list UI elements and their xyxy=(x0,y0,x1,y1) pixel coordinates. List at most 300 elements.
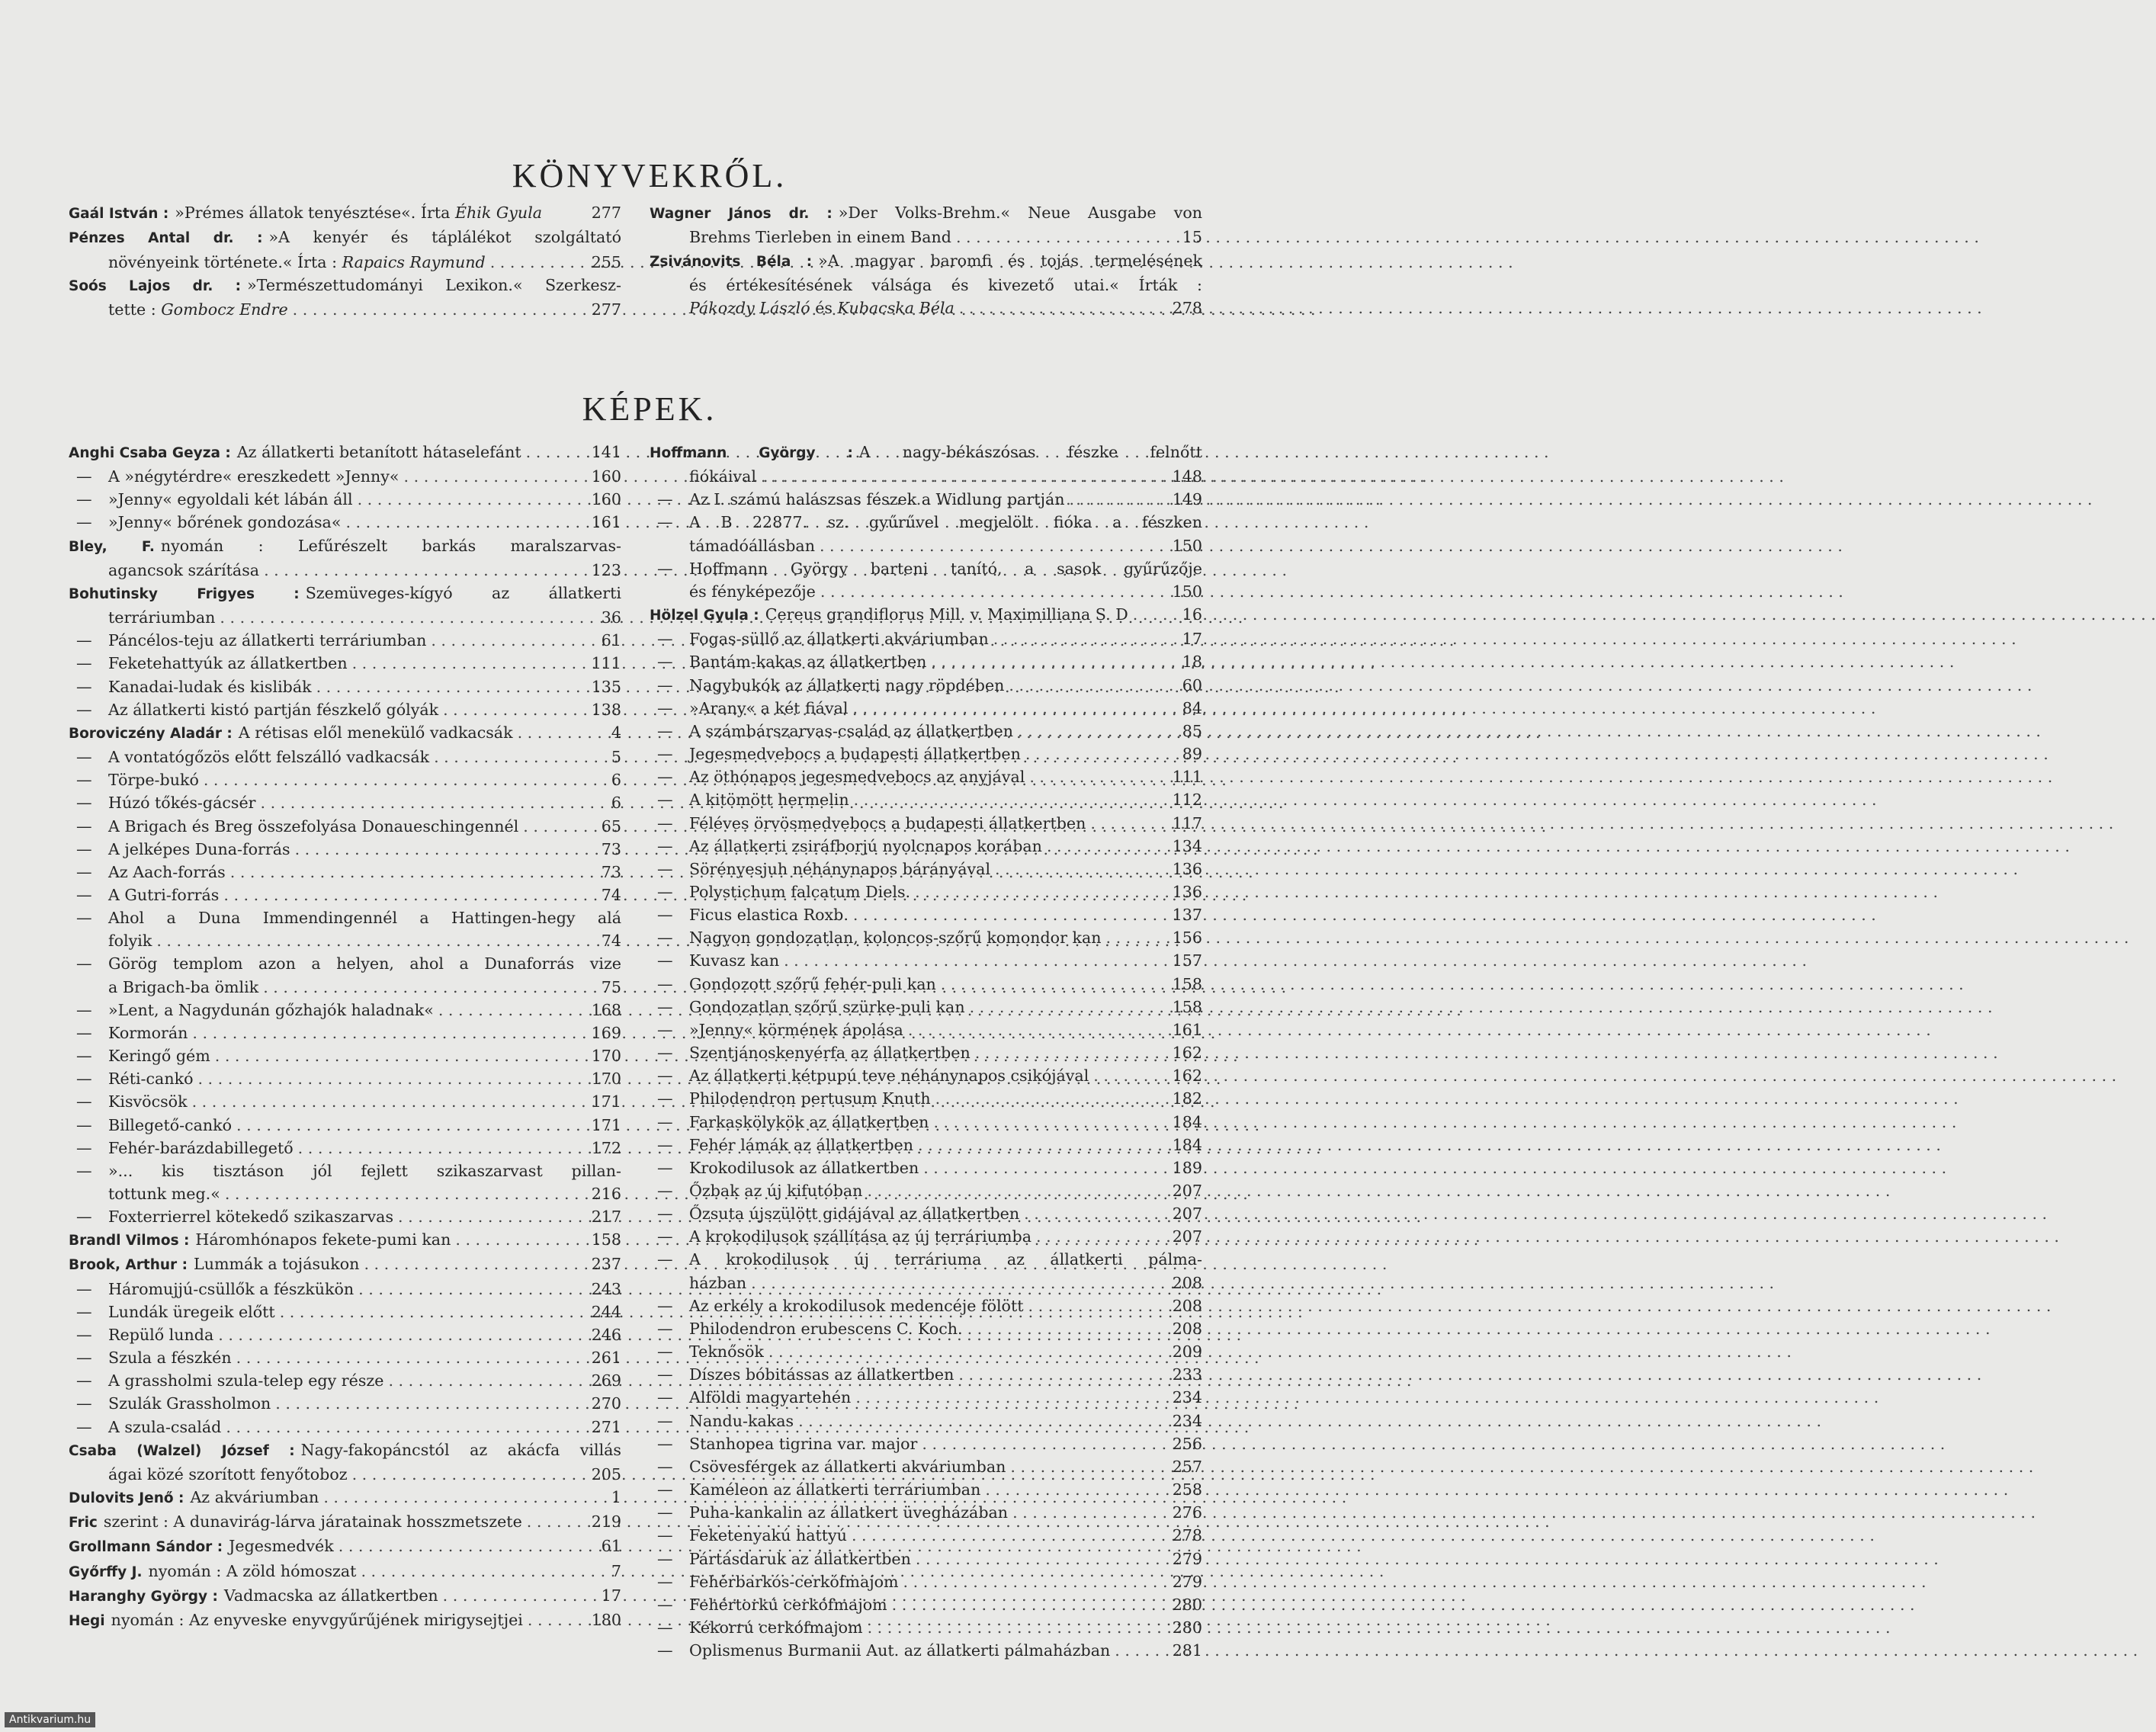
dash-mark: — xyxy=(657,1089,673,1108)
leader-dots xyxy=(293,298,586,321)
image-entry xyxy=(69,441,621,465)
image-caption: A jelképes Duna-forrás xyxy=(108,839,290,858)
image-caption: Oplismenus Burmanii Aut. az állatkerti pálmaházban xyxy=(689,1641,1111,1660)
image-entry-text xyxy=(108,768,199,791)
image-author: Brandl Vilmos : xyxy=(69,1233,190,1249)
image-entry xyxy=(650,1294,1202,1317)
image-entry-text xyxy=(689,1156,919,1179)
page-number: 278 xyxy=(1172,1526,1202,1545)
leader-dots xyxy=(751,1272,1167,1294)
leader-dots xyxy=(197,1067,586,1090)
image-caption: szerint : A dunavirág-lárva járatainak hosszmetszete xyxy=(103,1512,522,1532)
image-caption: Kaméleon az állatkerti terráriumban xyxy=(689,1480,981,1499)
leader-dots xyxy=(903,1570,1167,1593)
image-caption: Szemüveges-kígyó az állatkerti xyxy=(305,583,621,602)
image-entry-text xyxy=(689,1041,971,1064)
image-caption: Ahol a Duna Immendingennél a Hattingen-hegy alá xyxy=(108,909,621,928)
image-entry-text xyxy=(108,746,429,768)
image-entry xyxy=(650,1432,1202,1455)
dash-mark: — xyxy=(657,1572,673,1591)
page-number: 279 xyxy=(1172,1572,1202,1591)
image-caption: Háromujjú-csüllők a fészkükön xyxy=(108,1279,355,1298)
dash-mark: — xyxy=(657,1549,673,1568)
image-caption: Kanadai-ludak és kislibák xyxy=(108,677,312,696)
image-caption-continued: házban xyxy=(689,1273,747,1292)
image-entry xyxy=(650,788,1202,811)
image-entry xyxy=(650,1317,1202,1340)
image-entry-line xyxy=(69,1463,621,1486)
image-entry-text xyxy=(689,903,849,926)
image-entry-line xyxy=(650,1225,1202,1248)
image-entry-line xyxy=(69,1044,621,1067)
image-caption: Ficus elastica Roxb. xyxy=(689,906,849,925)
page-number: 246 xyxy=(591,1325,621,1344)
page-number: 261 xyxy=(591,1349,621,1368)
image-caption: Fehértorkú cerkófmajom xyxy=(689,1595,887,1614)
leader-dots xyxy=(220,606,586,629)
image-entry-text xyxy=(108,838,290,861)
image-entry-line xyxy=(69,465,621,488)
leader-dots xyxy=(236,1114,586,1137)
image-entry-text xyxy=(108,1159,621,1182)
image-entry-text xyxy=(689,1501,1008,1524)
dash-mark: — xyxy=(76,954,92,973)
page-number: 234 xyxy=(1172,1411,1202,1430)
image-caption: Hoffmann György barteni tanító, a sasok gyűrűzője xyxy=(689,559,1202,578)
image-entry xyxy=(69,1159,621,1205)
image-entry xyxy=(69,1067,621,1090)
image-caption: nyomán : Az enyveske enyvgyűrűjének mirigysejtjei xyxy=(111,1610,523,1629)
image-entry-line xyxy=(69,1228,621,1252)
image-caption: A krokodilusok szállítása az új terráriumba xyxy=(689,1227,1032,1246)
page-number: 17 xyxy=(1182,630,1202,649)
image-entry xyxy=(69,791,621,814)
leader-dots xyxy=(490,251,586,274)
image-entry-line xyxy=(650,1639,1202,1662)
dash-mark: — xyxy=(657,768,673,787)
image-caption: »Arany« a két fiával xyxy=(689,698,849,717)
image-entry-line xyxy=(650,488,1202,511)
books-left-column xyxy=(69,201,621,321)
image-entry-line xyxy=(650,1248,1202,1271)
book-title-text: »A kenyér és táplálékot szolgáltató xyxy=(268,228,621,247)
page-number: 138 xyxy=(591,700,621,719)
image-caption: Lundák üregeik előtt xyxy=(108,1302,275,1321)
dash-mark: — xyxy=(657,745,673,764)
dash-mark: — xyxy=(657,698,673,717)
page-number: 270 xyxy=(591,1394,621,1413)
page-number: 237 xyxy=(591,1255,621,1274)
leader-dots xyxy=(352,1463,586,1486)
leader-dots xyxy=(1133,603,1167,626)
dash-mark: — xyxy=(657,630,673,649)
dash-mark: — xyxy=(76,1417,92,1436)
page-number: 150 xyxy=(1172,582,1202,601)
image-entry-line xyxy=(69,1067,621,1090)
image-entry-text xyxy=(69,1486,319,1510)
image-caption: Fogas-süllő az állatkerti akváriumban xyxy=(689,630,989,649)
page-number: 233 xyxy=(1172,1365,1202,1384)
image-author: Dulovits Jenő : xyxy=(69,1490,184,1507)
book-author: Gaál István : xyxy=(69,206,169,222)
book-entry-line xyxy=(650,201,1202,226)
image-entry-line xyxy=(650,603,1202,627)
image-entry xyxy=(650,441,1202,488)
image-author: Haranghy György : xyxy=(69,1588,218,1605)
leader-dots xyxy=(820,580,1167,603)
image-entry-line xyxy=(69,1346,621,1369)
page-number: 184 xyxy=(1172,1112,1202,1131)
image-entry-line xyxy=(650,627,1202,650)
image-entry xyxy=(650,880,1202,903)
image-entry-text xyxy=(69,721,513,746)
leader-dots xyxy=(931,650,1167,673)
image-entry xyxy=(69,582,621,629)
leader-dots xyxy=(1018,720,1167,743)
image-author: Boroviczény Aladár : xyxy=(69,725,233,742)
image-entry xyxy=(69,1114,621,1137)
image-caption: Nagy-fakopáncstól az akácfa villás xyxy=(300,1440,621,1459)
image-entry-text xyxy=(689,1593,887,1616)
image-entry-text xyxy=(108,1022,188,1044)
image-caption: A »négytérdre« ereszkedett »Jenny« xyxy=(108,467,399,486)
image-entry-text xyxy=(689,488,1065,511)
page-number: 74 xyxy=(601,932,621,951)
image-entry xyxy=(69,1205,621,1228)
dash-mark: — xyxy=(657,1526,673,1545)
dash-mark: — xyxy=(657,951,673,970)
image-entry-text xyxy=(689,650,926,673)
dash-mark: — xyxy=(657,1411,673,1430)
image-entry xyxy=(650,557,1202,603)
image-entry xyxy=(650,1501,1202,1524)
dash-mark: — xyxy=(657,721,673,740)
image-entry-text xyxy=(689,743,1021,765)
dash-mark: — xyxy=(657,1595,673,1614)
image-entry-line xyxy=(650,511,1202,534)
image-caption: »Jenny« egyoldali két lábán áll xyxy=(108,490,353,509)
image-entry-text xyxy=(689,1410,794,1432)
image-entry-text xyxy=(108,1137,294,1159)
page-number: 158 xyxy=(591,1230,621,1249)
leader-dots xyxy=(820,534,1167,557)
image-entry-text xyxy=(108,952,621,975)
image-entry-text xyxy=(689,1248,1202,1271)
image-entry-line xyxy=(650,973,1202,996)
book-credited-name: Éhik Gyula xyxy=(454,204,543,222)
dash-mark: — xyxy=(657,1020,673,1039)
image-caption: Nagybukók az állatkerti nagy röpdében xyxy=(689,675,1005,694)
image-entry-line xyxy=(69,511,621,534)
leader-dots xyxy=(438,999,586,1022)
image-entry-line xyxy=(650,996,1202,1018)
image-entry-line xyxy=(69,1584,621,1609)
image-entry-text xyxy=(689,511,1202,534)
image-caption: A rétisas elől menekülő vadkacsák xyxy=(238,723,513,742)
leader-dots xyxy=(192,1022,586,1044)
image-entry-text xyxy=(689,996,965,1018)
image-entry-line xyxy=(650,949,1202,972)
image-entry-text xyxy=(689,1179,862,1202)
image-caption: Foxterrierrel kötekedő szikaszarvas xyxy=(108,1208,394,1227)
dash-mark: — xyxy=(657,1618,673,1637)
image-entry xyxy=(69,1228,621,1252)
image-caption: Fehér-barázdabillegető xyxy=(108,1138,294,1157)
image-entry-text xyxy=(689,1294,1024,1317)
dash-mark: — xyxy=(657,653,673,672)
page-number: 149 xyxy=(1172,490,1202,509)
dash-mark: — xyxy=(76,1047,92,1066)
book-entry-text xyxy=(108,298,288,321)
dash-mark: — xyxy=(76,1070,92,1089)
image-entry-line xyxy=(69,559,621,582)
image-entry xyxy=(650,1639,1202,1662)
leader-dots xyxy=(985,1478,1167,1501)
image-entry-text xyxy=(689,880,910,903)
image-caption: nyomán : A zöld hómoszat xyxy=(148,1561,357,1580)
leader-dots xyxy=(855,1386,1167,1409)
book-entry-text xyxy=(650,201,1202,226)
image-entry-line xyxy=(650,880,1202,903)
dash-mark: — xyxy=(76,1325,92,1344)
image-entry xyxy=(650,1064,1202,1087)
page-number: 277 xyxy=(591,300,621,319)
image-entry xyxy=(69,815,621,838)
image-entry-line xyxy=(69,1560,621,1584)
image-caption: Háromhónapos fekete-pumi kan xyxy=(195,1230,451,1249)
page-number: 269 xyxy=(591,1371,621,1390)
page-number: 277 xyxy=(591,204,621,222)
book-entry xyxy=(69,274,621,322)
page-number: 258 xyxy=(1172,1480,1202,1499)
page-number: 162 xyxy=(1172,1066,1202,1086)
dash-mark: — xyxy=(657,1434,673,1453)
image-entry-line xyxy=(650,903,1202,926)
image-caption: »Jenny« körmének ápolása xyxy=(689,1020,903,1039)
image-caption: Alföldi magyartehén xyxy=(689,1388,852,1407)
leader-dots xyxy=(956,226,1167,249)
image-entry-text xyxy=(108,1392,271,1415)
image-entry-line xyxy=(69,652,621,675)
dash-mark: — xyxy=(76,1279,92,1298)
books-right-column xyxy=(650,201,1202,319)
image-entry-line xyxy=(69,582,621,606)
page-number: 161 xyxy=(1172,1020,1202,1039)
page-number: 123 xyxy=(591,560,621,579)
image-entry xyxy=(69,906,621,952)
image-caption: A krokodilusok új terráriuma az állatkerti pálma- xyxy=(689,1250,1202,1269)
page-number: 36 xyxy=(601,608,621,627)
image-caption: Gondozott szőrű fehér-puli kan xyxy=(689,974,936,993)
page-number: 170 xyxy=(591,1047,621,1066)
image-entry-line xyxy=(650,812,1202,835)
leader-dots xyxy=(916,1548,1167,1570)
image-author: Grollmann Sándor : xyxy=(69,1539,223,1556)
leader-dots xyxy=(218,1323,586,1346)
dash-mark: — xyxy=(657,1066,673,1086)
image-entry-line xyxy=(650,557,1202,580)
image-caption: Bantám-kakas az állatkertben xyxy=(689,653,927,672)
image-entry-line xyxy=(650,1340,1202,1363)
image-entry-text xyxy=(689,858,990,880)
image-caption-continued: agancsok szárítása xyxy=(108,560,260,579)
dash-mark: — xyxy=(657,1641,673,1660)
image-caption: Az akváriumban xyxy=(190,1488,319,1507)
image-entry-line xyxy=(650,1432,1202,1455)
image-caption: Az Aach-forrás xyxy=(108,862,226,881)
book-entry xyxy=(69,201,621,226)
leader-dots xyxy=(264,559,586,582)
image-entry xyxy=(650,1570,1202,1593)
dash-mark: — xyxy=(657,974,673,993)
book-entry-line xyxy=(69,201,621,226)
image-caption: Krokodilusok az állatkertben xyxy=(689,1158,919,1177)
image-entry-line xyxy=(69,815,621,838)
image-entry-line xyxy=(650,858,1202,880)
dash-mark: — xyxy=(657,1342,673,1362)
image-caption: Az I. számú halászsas fészek a Widlung partján xyxy=(689,490,1065,509)
image-caption: »... kis tisztáson jól fejlett szikaszarvast pillan- xyxy=(108,1161,621,1180)
image-entry xyxy=(650,627,1202,650)
page-number: 1 xyxy=(611,1488,621,1507)
leader-dots xyxy=(918,1134,1167,1156)
image-entry-text xyxy=(689,949,779,972)
image-entry-text xyxy=(689,1202,1019,1225)
image-entry-text xyxy=(69,1252,359,1277)
leader-dots xyxy=(298,1137,586,1159)
image-caption: Billegető-cankó xyxy=(108,1115,233,1134)
dash-mark: — xyxy=(76,513,92,532)
page-number: 280 xyxy=(1172,1595,1202,1614)
image-caption: Farkaskölykök az állatkertben xyxy=(689,1112,929,1131)
image-entry-text xyxy=(108,465,399,488)
dash-mark: — xyxy=(76,631,92,650)
book-entry xyxy=(650,201,1202,249)
image-entry xyxy=(650,697,1202,720)
image-entry-text xyxy=(108,1044,210,1067)
image-caption: Az öthónapos jegesmedvebocs az anyjával xyxy=(689,768,1025,787)
image-entry-line xyxy=(650,926,1202,949)
image-caption-continued: terráriumban xyxy=(108,608,216,627)
image-entry-line xyxy=(650,697,1202,720)
image-entry xyxy=(650,674,1202,697)
book-credited-name: Kubacska Béla xyxy=(837,299,954,318)
leader-dots xyxy=(358,488,586,511)
image-entry-line xyxy=(650,441,1202,465)
page-number: 156 xyxy=(1172,929,1202,948)
leader-dots xyxy=(1093,1064,1167,1087)
image-caption: Görög templom azon a helyen, ahol a Dunaforrás vize xyxy=(108,954,621,973)
page-number: 172 xyxy=(591,1138,621,1157)
leader-dots xyxy=(323,1486,586,1509)
image-entry-text xyxy=(108,1090,188,1113)
image-entry-text xyxy=(689,1386,851,1409)
page-number: 85 xyxy=(1182,721,1202,740)
image-entry xyxy=(650,1593,1202,1616)
image-author: Győrffy J. xyxy=(69,1564,143,1580)
image-caption-continued: és fényképezője xyxy=(689,582,816,601)
image-entry-text xyxy=(689,1432,917,1455)
image-entry-line xyxy=(650,674,1202,697)
image-entry xyxy=(69,1346,621,1369)
leader-dots xyxy=(295,838,586,861)
image-entry xyxy=(69,952,621,998)
dash-mark: — xyxy=(657,1158,673,1177)
image-caption: Lummák a tojásukon xyxy=(194,1255,360,1274)
image-entry xyxy=(650,511,1202,556)
image-entry-line xyxy=(69,768,621,791)
image-entry xyxy=(650,1363,1202,1386)
book-entry xyxy=(650,249,1202,320)
leader-dots xyxy=(275,1392,586,1415)
dash-mark: — xyxy=(76,862,92,881)
leader-dots xyxy=(223,884,586,906)
image-caption: Fehérbarkós-cerkófmajom xyxy=(689,1572,899,1591)
image-caption-continued: folyik xyxy=(108,932,152,951)
image-entry-text xyxy=(69,441,521,465)
image-entry-text xyxy=(650,603,1128,627)
image-entry-line xyxy=(69,976,621,999)
image-entry xyxy=(650,1248,1202,1294)
leader-dots xyxy=(970,996,1167,1018)
image-caption: Kuvasz kan xyxy=(689,951,780,970)
image-entry-text xyxy=(69,1609,523,1633)
page-number: 276 xyxy=(1172,1503,1202,1522)
image-entry-line xyxy=(69,1137,621,1159)
book-entry-line xyxy=(69,298,621,321)
page-number: 136 xyxy=(1172,859,1202,878)
image-entry-line xyxy=(650,1156,1202,1179)
leader-dots xyxy=(1028,1294,1167,1317)
book-entry-text xyxy=(689,297,954,319)
image-entry xyxy=(69,1090,621,1113)
image-entry xyxy=(650,903,1202,926)
image-entry-line xyxy=(69,1090,621,1113)
page-number: 61 xyxy=(601,1537,621,1556)
page-number: 16 xyxy=(1182,605,1202,624)
image-caption: Nandu-kakas xyxy=(689,1411,794,1430)
image-caption: Az állatkerti zsiráfborjú nyolcnapos korában xyxy=(689,836,1042,855)
image-entry-line xyxy=(650,580,1202,603)
image-entry xyxy=(69,1439,621,1486)
page-number: 169 xyxy=(591,1023,621,1042)
image-author: Hegi xyxy=(69,1612,105,1629)
image-entry xyxy=(69,1137,621,1159)
image-entry-line xyxy=(650,743,1202,765)
image-entry-text xyxy=(689,1616,863,1639)
image-caption: Páncélos-teju az állatkerti terráriumban xyxy=(108,631,427,650)
page-number: 7 xyxy=(611,1561,621,1580)
images-left-column xyxy=(69,441,621,1633)
images-right-column xyxy=(650,441,1202,1662)
page-number: 84 xyxy=(1182,698,1202,717)
book-title-text: »Prémes állatok tenyésztése«. Írta xyxy=(175,204,455,222)
image-caption: Kisvöcsök xyxy=(108,1092,188,1111)
dash-mark: — xyxy=(657,513,673,532)
image-caption: Az állatkerti kétpupú teve néhánynapos csikójával xyxy=(689,1066,1089,1086)
leader-dots xyxy=(455,1228,586,1251)
book-author: Soós Lajos dr. : xyxy=(69,277,242,294)
dash-mark: — xyxy=(657,1204,673,1224)
page-number: 219 xyxy=(591,1512,621,1532)
image-entry xyxy=(69,1369,621,1392)
image-entry-text xyxy=(650,441,1202,465)
page-number: 17 xyxy=(601,1586,621,1605)
image-entry xyxy=(650,1179,1202,1202)
image-entry-text xyxy=(69,1560,356,1584)
image-entry-line xyxy=(69,1510,621,1535)
leader-dots xyxy=(967,1317,1167,1340)
